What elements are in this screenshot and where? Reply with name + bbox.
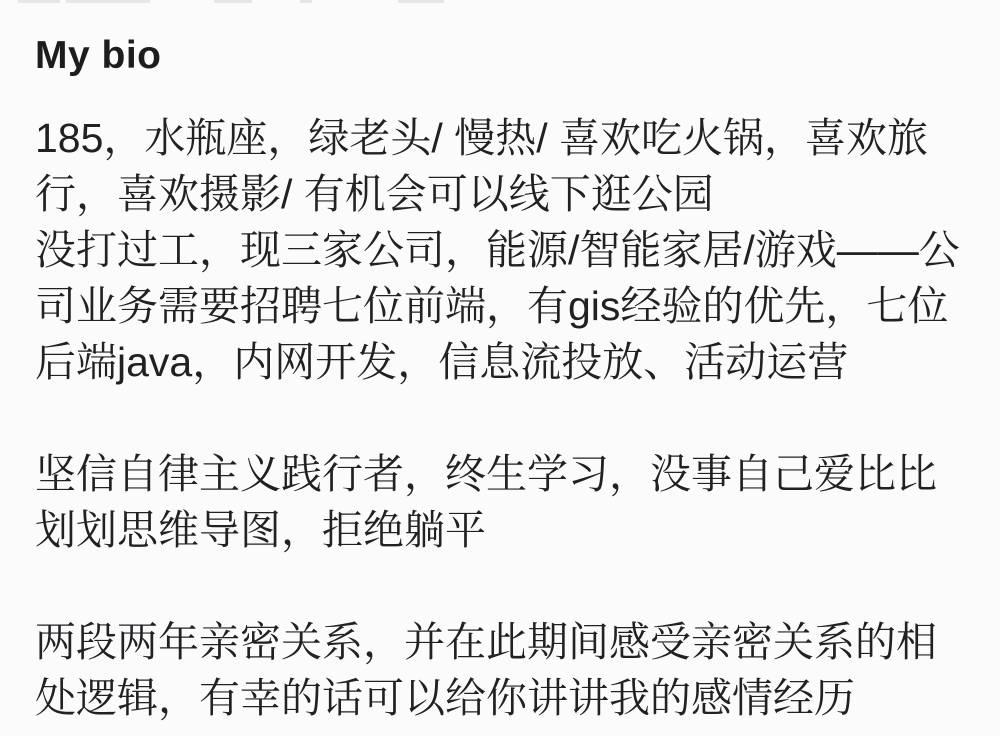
bio-text-line: 没打过工，现三家公司，能源/智能家居/游戏——公 xyxy=(35,227,960,273)
bio-text-line: 行，喜欢摄影/ 有机会可以线下逛公园 xyxy=(35,171,714,217)
artifact-segment xyxy=(214,0,252,3)
bio-paragraph-values xyxy=(35,446,980,558)
bio-text-line: 坚信自律主义践行者，终生学习，没事自己爱比比 xyxy=(35,451,937,497)
bio-text-line: 后端java，内网开发，信息流投放、活动运营 xyxy=(35,339,849,385)
bio-text-line: 处逻辑，有幸的话可以给你讲讲我的感情经历 xyxy=(35,675,855,721)
artifact-segment xyxy=(18,0,60,3)
page-title: My bio xyxy=(35,34,162,77)
bio-paragraph-relationships xyxy=(35,614,980,726)
bio-paragraph-basics xyxy=(35,110,980,222)
bio-paragraph-work xyxy=(35,222,980,390)
bio-text-line: 司业务需要招聘七位前端，有gis经验的优先，七位 xyxy=(35,283,949,329)
bio-text-line: 划划思维导图，拒绝躺平 xyxy=(35,507,486,553)
cropped-text-artifact xyxy=(0,0,1000,4)
bio-text-line: 两段两年亲密关系，并在此期间感受亲密关系的相 xyxy=(35,619,937,665)
bio-text-line: 185，水瓶座，绿老头/ 慢热/ 喜欢吃火锅，喜欢旅 xyxy=(35,115,928,161)
artifact-segment xyxy=(398,0,444,3)
artifact-segment xyxy=(66,0,150,3)
artifact-segment xyxy=(300,0,312,3)
